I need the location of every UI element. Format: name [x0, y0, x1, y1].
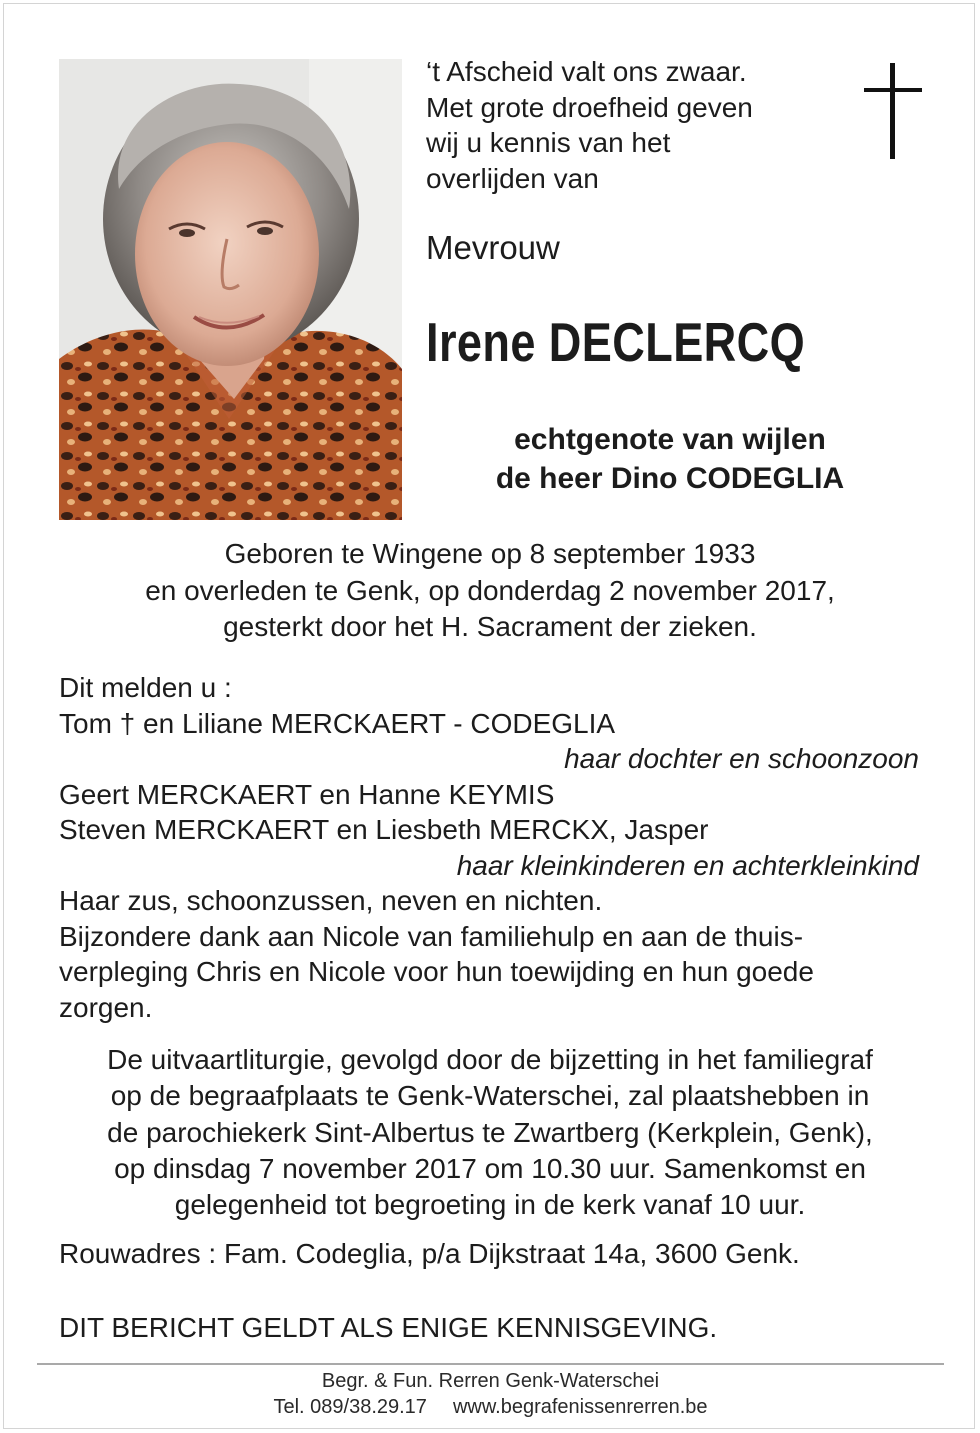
funeral-line: op de begraafplaats te Genk-Waterschei, zal plaatshebben in: [110, 1080, 870, 1112]
dates-line: gesterkt door het H. Sacrament der zieken.: [223, 611, 757, 642]
family-grandchild: Steven MERCKAERT en Liesbeth MERCKX, Jasper: [59, 814, 709, 845]
thanks-line: zorgen.: [59, 991, 153, 1023]
funeral-home-name: Begr. & Fun. Rerren Genk-Waterschei: [321, 1370, 660, 1392]
family-child-relation: haar dochter en schoonzoon: [564, 743, 919, 774]
thanks-line: Bijzondere dank aan Nicole van familiehulp en aan de thuis-: [59, 920, 804, 952]
notice-text: DIT BERICHT GELDT ALS ENIGE KENNISGEVING.: [59, 1312, 718, 1343]
portrait-photo: [59, 59, 402, 520]
footer-divider: [37, 1363, 944, 1365]
family-section: [59, 670, 919, 1025]
funeral-line: de parochiekerk Sint-Albertus te Zwartberg (Kerkplein, Genk),: [107, 1116, 873, 1148]
funeral-details: [40, 1042, 940, 1223]
phone-number: Tel. 089/38.29.17: [273, 1396, 427, 1418]
spouse-line: de heer Dino CODEGLIA: [495, 462, 845, 495]
funeral-line: op dinsdag 7 november 2017 om 10.30 uur. Samenkomst en: [114, 1152, 866, 1184]
thanks-line: verpleging Chris en Nicole voor hun toewijding en hun goede: [59, 956, 814, 987]
website-link[interactable]: www.begrafenissenrerren.be: [452, 1396, 708, 1418]
dates-line: Geboren te Wingene op 8 september 1933: [224, 538, 756, 569]
deceased-name: Irene DECLERCQ: [426, 311, 806, 373]
intro-text: [426, 54, 846, 196]
family-grandchildren-relation: haar kleinkinderen en achterkleinkind: [456, 849, 919, 881]
funeral-line: gelegenheid tot begroeting in de kerk vanaf 10 uur.: [174, 1189, 806, 1221]
contact-line: [37, 1394, 944, 1420]
family-child: Tom † en Liliane MERCKAERT - CODEGLIA: [59, 707, 616, 739]
title-prefix: Mevrouw: [426, 229, 560, 266]
intro-line: Met grote droefheid geven: [426, 91, 753, 123]
family-others: Haar zus, schoonzussen, neven en nichten.: [59, 885, 603, 916]
spouse-line: echtgenote van wijlen: [514, 423, 826, 456]
mourning-address: Rouwadres : Fam. Codeglia, p/a Dijkstraat 14a, 3600 Genk.: [59, 1238, 800, 1269]
dates-line: en overleden te Genk, op donderdag 2 november 2017,: [145, 574, 835, 606]
family-grandchild: Geert MERCKAERT en Hanne KEYMIS: [59, 778, 555, 810]
spouse-text: [430, 420, 910, 498]
intro-line: wij u kennis van het: [426, 127, 671, 158]
life-dates: [40, 536, 940, 646]
funeral-home-footer: [37, 1368, 944, 1420]
intro-line: overlijden van: [426, 162, 599, 194]
funeral-line: De uitvaartliturgie, gevolgd door de bijzetting in het familiegraf: [107, 1044, 873, 1075]
latin-cross-icon: [864, 63, 922, 159]
family-intro: Dit melden u :: [59, 672, 232, 703]
intro-line: ‘t Afscheid valt ons zwaar.: [426, 56, 747, 87]
